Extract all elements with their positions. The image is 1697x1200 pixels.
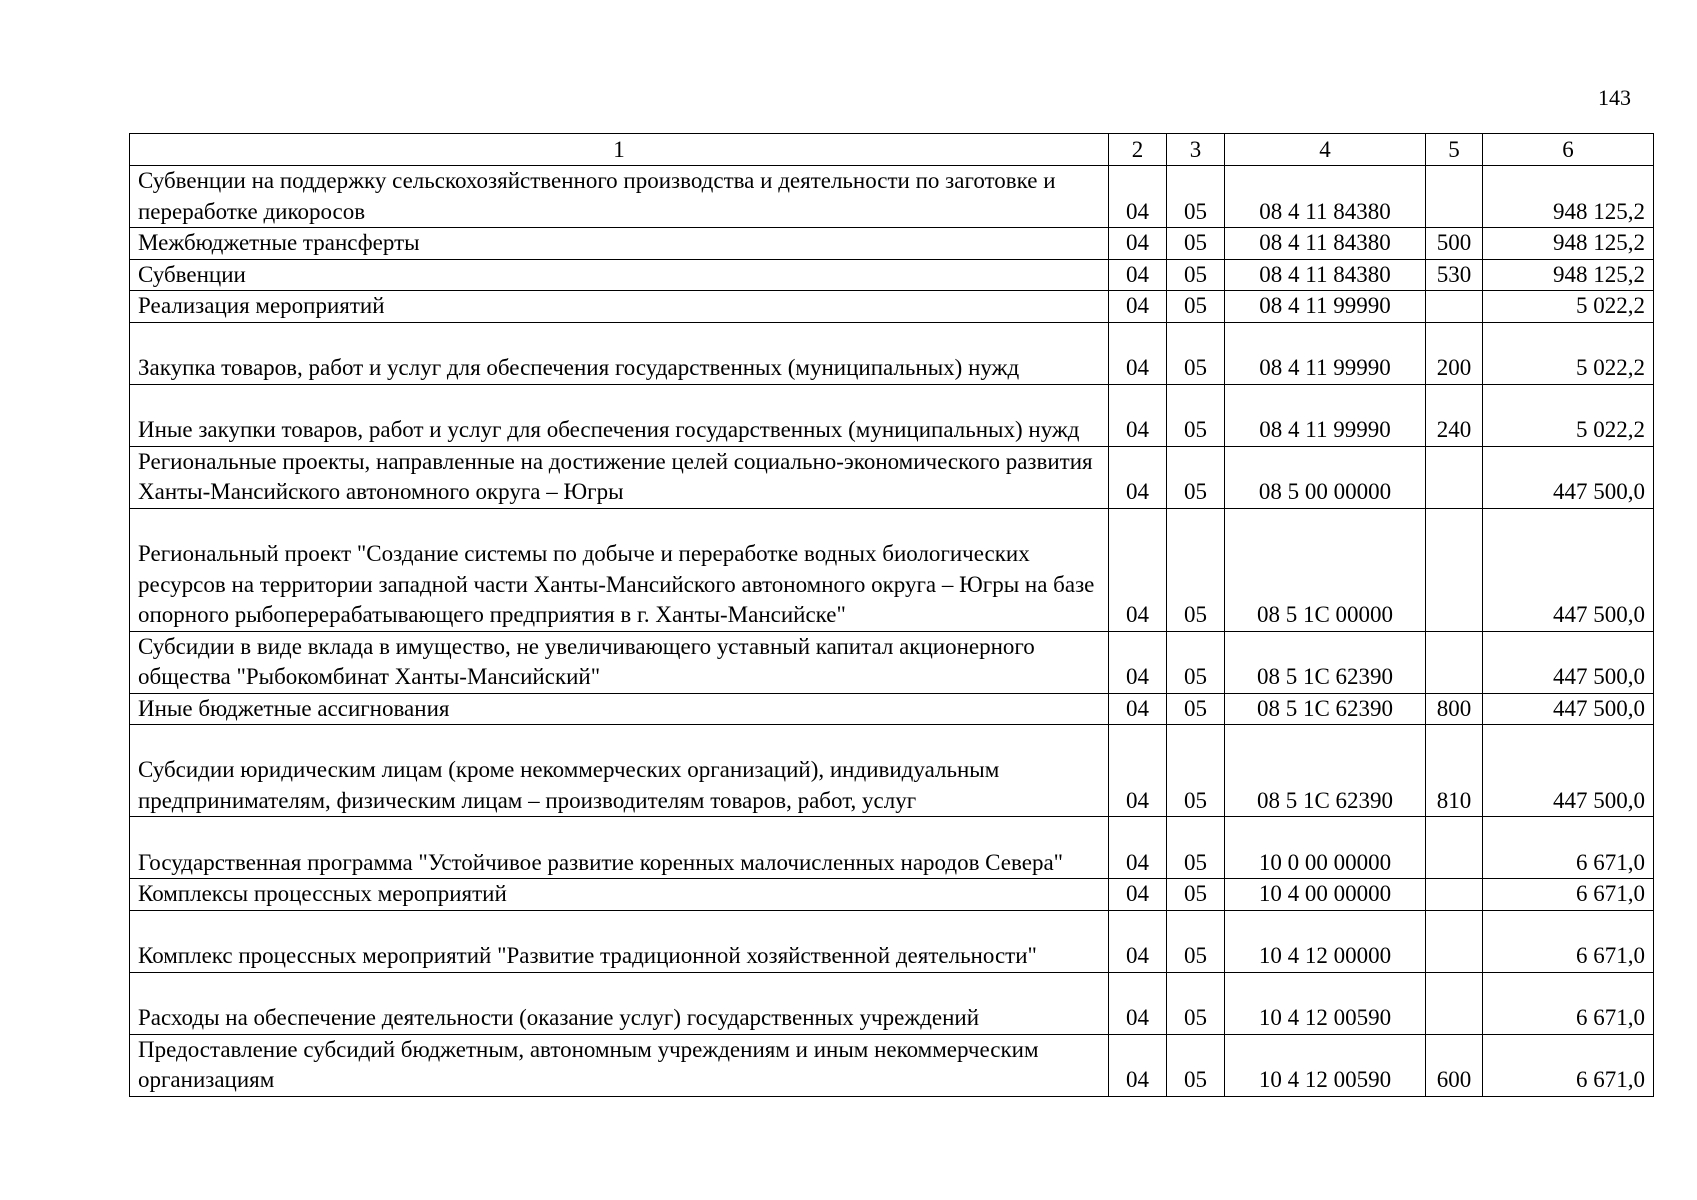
target-article-code: 08 5 1С 62390 xyxy=(1225,725,1426,817)
table-row xyxy=(130,446,1654,508)
target-article-code: 08 5 1С 00000 xyxy=(1225,508,1426,631)
subsection-code: 05 xyxy=(1167,972,1225,1034)
item-name: Субсидии юридическим лицам (кроме некоммерческих организаций), индивидуальным предпринимателям, физическим лицам – производителям товаров, работ, услуг xyxy=(130,725,1109,817)
target-article-code: 08 4 11 99990 xyxy=(1225,322,1426,384)
header-row xyxy=(130,134,1654,166)
column-header-3: 3 xyxy=(1167,134,1225,166)
expense-type-code xyxy=(1426,166,1483,228)
section-code: 04 xyxy=(1109,879,1167,911)
table-body xyxy=(130,166,1654,1097)
item-name: Комплексы процессных мероприятий xyxy=(130,879,1109,911)
item-name: Региональные проекты, направленные на достижение целей социально-экономического развития Ханты-Мансийского автономного округа – Югры xyxy=(130,446,1109,508)
expense-type-code: 530 xyxy=(1426,259,1483,291)
target-article-code: 08 4 11 84380 xyxy=(1225,166,1426,228)
table-row xyxy=(130,725,1654,817)
target-article-code: 10 4 12 00590 xyxy=(1225,1034,1426,1096)
expense-type-code: 800 xyxy=(1426,693,1483,725)
expense-type-code: 500 xyxy=(1426,228,1483,260)
target-article-code: 08 4 11 84380 xyxy=(1225,259,1426,291)
section-code: 04 xyxy=(1109,631,1167,693)
amount: 6 671,0 xyxy=(1483,910,1654,972)
section-code: 04 xyxy=(1109,1034,1167,1096)
column-header-5: 5 xyxy=(1426,134,1483,166)
table-row xyxy=(130,910,1654,972)
table-row xyxy=(130,166,1654,228)
target-article-code: 10 0 00 00000 xyxy=(1225,817,1426,879)
section-code: 04 xyxy=(1109,228,1167,260)
target-article-code: 08 5 00 00000 xyxy=(1225,446,1426,508)
section-code: 04 xyxy=(1109,910,1167,972)
item-name: Субсидии в виде вклада в имущество, не увеличивающего уставный капитал акционерного общества "Рыбокомбинат Ханты-Мансийский" xyxy=(130,631,1109,693)
table-row xyxy=(130,817,1654,879)
amount: 948 125,2 xyxy=(1483,259,1654,291)
section-code: 04 xyxy=(1109,166,1167,228)
table-row xyxy=(130,322,1654,384)
section-code: 04 xyxy=(1109,259,1167,291)
amount: 5 022,2 xyxy=(1483,291,1654,323)
expense-type-code xyxy=(1426,446,1483,508)
section-code: 04 xyxy=(1109,508,1167,631)
amount: 447 500,0 xyxy=(1483,508,1654,631)
amount: 447 500,0 xyxy=(1483,446,1654,508)
expense-type-code xyxy=(1426,910,1483,972)
target-article-code: 08 5 1С 62390 xyxy=(1225,693,1426,725)
column-header-1: 1 xyxy=(130,134,1109,166)
expense-type-code: 600 xyxy=(1426,1034,1483,1096)
table-row xyxy=(130,259,1654,291)
section-code: 04 xyxy=(1109,384,1167,446)
item-name: Закупка товаров, работ и услуг для обеспечения государственных (муниципальных) нужд xyxy=(130,322,1109,384)
target-article-code: 08 4 11 84380 xyxy=(1225,228,1426,260)
subsection-code: 05 xyxy=(1167,228,1225,260)
subsection-code: 05 xyxy=(1167,508,1225,631)
target-article-code: 10 4 12 00000 xyxy=(1225,910,1426,972)
page-number: 143 xyxy=(1598,85,1631,110)
target-article-code: 10 4 00 00000 xyxy=(1225,879,1426,911)
item-name: Иные бюджетные ассигнования xyxy=(130,693,1109,725)
subsection-code: 05 xyxy=(1167,259,1225,291)
subsection-code: 05 xyxy=(1167,817,1225,879)
item-name: Межбюджетные трансферты xyxy=(130,228,1109,260)
amount: 6 671,0 xyxy=(1483,972,1654,1034)
amount: 5 022,2 xyxy=(1483,322,1654,384)
expense-type-code xyxy=(1426,631,1483,693)
subsection-code: 05 xyxy=(1167,322,1225,384)
expense-type-code: 240 xyxy=(1426,384,1483,446)
amount: 948 125,2 xyxy=(1483,166,1654,228)
item-name: Субвенции на поддержку сельскохозяйственного производства и деятельности по заготовке и переработке дикоросов xyxy=(130,166,1109,228)
section-code: 04 xyxy=(1109,291,1167,323)
subsection-code: 05 xyxy=(1167,879,1225,911)
target-article-code: 10 4 12 00590 xyxy=(1225,972,1426,1034)
section-code: 04 xyxy=(1109,322,1167,384)
expense-type-code xyxy=(1426,879,1483,911)
budget-table xyxy=(129,133,1654,1097)
item-name: Реализация мероприятий xyxy=(130,291,1109,323)
amount: 447 500,0 xyxy=(1483,725,1654,817)
subsection-code: 05 xyxy=(1167,166,1225,228)
amount: 447 500,0 xyxy=(1483,631,1654,693)
item-name: Расходы на обеспечение деятельности (оказание услуг) государственных учреждений xyxy=(130,972,1109,1034)
subsection-code: 05 xyxy=(1167,446,1225,508)
table-row xyxy=(130,384,1654,446)
table-row xyxy=(130,972,1654,1034)
target-article-code: 08 5 1С 62390 xyxy=(1225,631,1426,693)
expense-type-code xyxy=(1426,291,1483,323)
subsection-code: 05 xyxy=(1167,725,1225,817)
expense-type-code xyxy=(1426,972,1483,1034)
section-code: 04 xyxy=(1109,725,1167,817)
subsection-code: 05 xyxy=(1167,910,1225,972)
table-row xyxy=(130,693,1654,725)
subsection-code: 05 xyxy=(1167,1034,1225,1096)
column-header-2: 2 xyxy=(1109,134,1167,166)
section-code: 04 xyxy=(1109,817,1167,879)
section-code: 04 xyxy=(1109,693,1167,725)
expense-type-code xyxy=(1426,508,1483,631)
expense-type-code: 200 xyxy=(1426,322,1483,384)
table-row xyxy=(130,1034,1654,1096)
item-name: Предоставление субсидий бюджетным, автономным учреждениям и иным некоммерческим организациям xyxy=(130,1034,1109,1096)
amount: 5 022,2 xyxy=(1483,384,1654,446)
item-name: Субвенции xyxy=(130,259,1109,291)
expense-type-code xyxy=(1426,817,1483,879)
subsection-code: 05 xyxy=(1167,631,1225,693)
amount: 6 671,0 xyxy=(1483,1034,1654,1096)
table-row xyxy=(130,631,1654,693)
section-code: 04 xyxy=(1109,446,1167,508)
amount: 6 671,0 xyxy=(1483,879,1654,911)
subsection-code: 05 xyxy=(1167,693,1225,725)
item-name: Государственная программа "Устойчивое развитие коренных малочисленных народов Севера" xyxy=(130,817,1109,879)
amount: 447 500,0 xyxy=(1483,693,1654,725)
item-name: Комплекс процессных мероприятий "Развитие традиционной хозяйственной деятельности" xyxy=(130,910,1109,972)
section-code: 04 xyxy=(1109,972,1167,1034)
column-header-6: 6 xyxy=(1483,134,1654,166)
item-name: Региональный проект "Создание системы по добыче и переработке водных биологических ресурсов на территории западной части Ханты-Мансийского автономного округа – Югры на базе опорного рыбоперерабатывающего предприятия в г. Ханты-Мансийске" xyxy=(130,508,1109,631)
expense-type-code: 810 xyxy=(1426,725,1483,817)
subsection-code: 05 xyxy=(1167,291,1225,323)
item-name: Иные закупки товаров, работ и услуг для обеспечения государственных (муниципальных) нужд xyxy=(130,384,1109,446)
subsection-code: 05 xyxy=(1167,384,1225,446)
table-row xyxy=(130,508,1654,631)
table-row xyxy=(130,291,1654,323)
table-row xyxy=(130,879,1654,911)
column-header-4: 4 xyxy=(1225,134,1426,166)
table-row xyxy=(130,228,1654,260)
target-article-code: 08 4 11 99990 xyxy=(1225,291,1426,323)
amount: 948 125,2 xyxy=(1483,228,1654,260)
amount: 6 671,0 xyxy=(1483,817,1654,879)
target-article-code: 08 4 11 99990 xyxy=(1225,384,1426,446)
